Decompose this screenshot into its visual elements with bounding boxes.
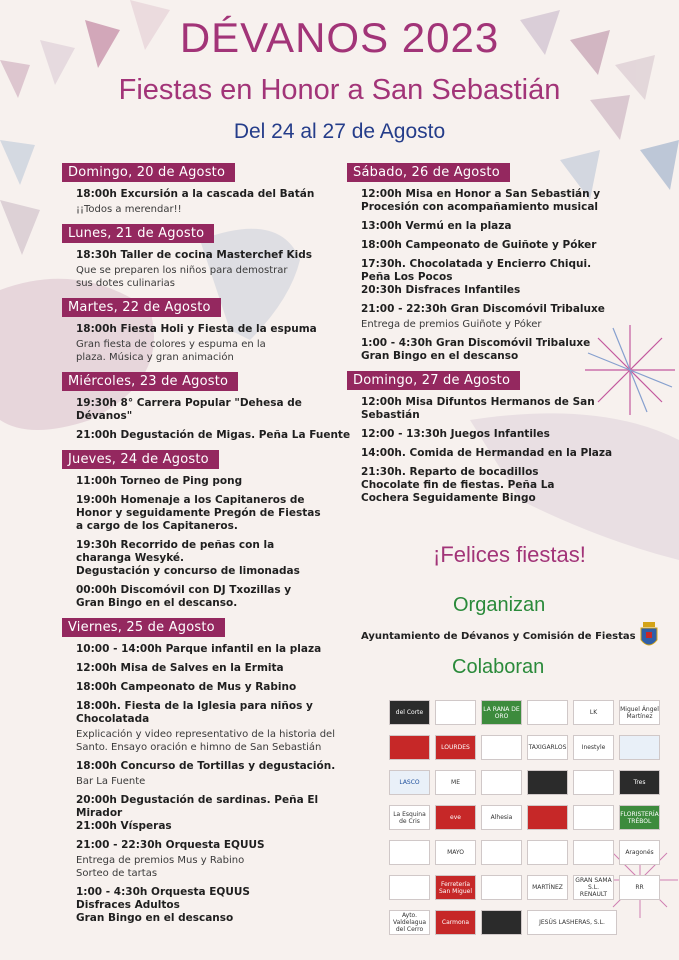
sponsor-logo: FLORISTERÍA TRÉBOL [619, 805, 660, 830]
day-section [62, 161, 362, 216]
sponsor-logo: Alhesia [481, 805, 522, 830]
day-section [347, 369, 637, 505]
sponsor-logo: Tres [619, 770, 660, 795]
sponsor-logo [573, 805, 614, 830]
event-title: 12:00h Misa Difuntos Hermanos de San Sebastián [361, 396, 595, 421]
sponsor-logo: GRAN SAMA S.L. RENAULT [573, 875, 614, 900]
event-title: 18:00h. Fiesta de la Iglesia para niños y Chocolatada [76, 700, 313, 725]
event-item [361, 239, 637, 252]
event-title: 18:00h Fiesta Holi y Fiesta de la espuma [76, 323, 317, 335]
sponsor-logo: Miguel Ángel Martínez [619, 700, 660, 725]
sponsor-logos-grid [389, 700, 665, 948]
day-heading: Martes, 22 de Agosto [62, 298, 221, 317]
event-title: 1:00 - 4:30h Orquesta EQUUS Disfraces Adultos Gran Bingo en el descanso [76, 886, 250, 924]
sponsor-logo [527, 805, 568, 830]
event-item [76, 429, 362, 442]
event-item [76, 323, 362, 364]
event-title: 21:00h Degustación de Migas. Peña La Fuente [76, 429, 351, 441]
event-title: 12:00h Misa en Honor a San Sebastián y Procesión con acompañamiento musical [361, 188, 601, 213]
event-note: ¡¡Todos a merendar!! [76, 204, 182, 215]
sponsor-logo [389, 735, 430, 760]
event-title: 11:00h Torneo de Ping pong [76, 475, 243, 487]
day-section [62, 448, 362, 610]
day-heading: Sábado, 26 de Agosto [347, 163, 510, 182]
sponsor-logo: TAXIGARLOS [527, 735, 568, 760]
event-item [361, 188, 637, 214]
day-section [62, 222, 362, 290]
event-item [361, 220, 637, 233]
organizers-text: Ayuntamiento de Dévanos y Comisión de Fiestas [361, 631, 636, 642]
event-note: Gran fiesta de colores y espuma en la plaza. Música y gran animación [76, 339, 266, 363]
poster-dates: Del 24 al 27 de Agosto [233, 120, 446, 143]
sponsor-logo: LK [573, 700, 614, 725]
event-title: 18:00h Concurso de Tortillas y degustación. [76, 760, 336, 772]
event-item [76, 839, 362, 880]
event-item [76, 494, 362, 533]
day-heading: Domingo, 27 de Agosto [347, 371, 520, 390]
event-item [361, 428, 637, 441]
program-right-column [347, 161, 637, 511]
sponsor-logo [481, 910, 522, 935]
event-note: Entrega de premios Mus y Rabino Sorteo de tartas [76, 855, 245, 879]
event-item [76, 539, 362, 578]
program-left-column [62, 161, 362, 931]
event-item [76, 794, 362, 833]
day-section [62, 370, 362, 442]
event-note: Bar La Fuente [76, 776, 146, 787]
event-item [76, 662, 362, 675]
sponsor-logo [481, 735, 522, 760]
sponsor-logo: JESÚS LASHERAS, S.L. [527, 910, 617, 935]
sponsor-logo [481, 770, 522, 795]
event-title: 17:30h. Chocolatada y Encierro Chiqui. Peña Los Pocos 20:30h Disfraces Infantiles [361, 258, 592, 296]
sponsor-logo: Inestyle [573, 735, 614, 760]
day-heading: Domingo, 20 de Agosto [62, 163, 235, 182]
sponsor-logo: LASCO [389, 770, 430, 795]
sponsor-logo: del Corte [389, 700, 430, 725]
event-item [76, 681, 362, 694]
event-title: 21:30h. Reparto de bocadillos Chocolate fin de fiestas. Peña La Cochera Seguidamente Bingo [361, 466, 555, 504]
event-title: 18:00h Campeonato de Guiñote y Póker [361, 239, 597, 251]
sponsor-logo [573, 770, 614, 795]
sponsor-logo: MAYO [435, 840, 476, 865]
event-title: 1:00 - 4:30h Gran Discomóvil Tribaluxe Gran Bingo en el descanso [361, 337, 591, 362]
sponsor-logo [389, 840, 430, 865]
sponsor-logo [481, 875, 522, 900]
event-title: 10:00 - 14:00h Parque infantil en la plaza [76, 643, 322, 655]
poster-title: DÉVANOS 2023 [179, 14, 500, 61]
poster-subtitle: Fiestas en Honor a San Sebastián [118, 74, 561, 106]
sponsor-logo: MARTÍNEZ [527, 875, 568, 900]
sponsor-logo: La Esquina de Cris [389, 805, 430, 830]
event-note: Que se preparen los niños para demostrar sus dotes culinarias [76, 265, 288, 289]
sponsor-logo: Ferretería San Miguel [435, 875, 476, 900]
sponsor-logo [527, 770, 568, 795]
event-item [361, 447, 637, 460]
event-title: 12:00h Misa de Salves en la Ermita [76, 662, 284, 674]
sponsor-logo: ME [435, 770, 476, 795]
event-item [76, 249, 362, 290]
day-heading: Lunes, 21 de Agosto [62, 224, 214, 243]
day-heading: Miércoles, 23 de Agosto [62, 372, 238, 391]
sponsor-logo [481, 840, 522, 865]
collaborators-heading: Colaboran [452, 656, 545, 678]
sponsor-logo: Aragonés [619, 840, 660, 865]
event-title: 12:00 - 13:30h Juegos Infantiles [361, 428, 550, 440]
event-note: Entrega de premios Guiñote y Póker [361, 319, 542, 330]
sponsor-logo [619, 735, 660, 760]
event-title: 21:00 - 22:30h Gran Discomóvil Tribaluxe [361, 303, 605, 315]
event-title: 20:00h Degustación de sardinas. Peña El Mirador 21:00h Vísperas [76, 794, 319, 832]
event-title: 19:00h Homenaje a los Capitaneros de Honor y seguidamente Pregón de Fiestas a cargo de los Capitaneros. [76, 494, 321, 532]
event-item [361, 337, 637, 363]
event-item [361, 258, 637, 297]
sponsor-logo [527, 840, 568, 865]
event-title: 21:00 - 22:30h Orquesta EQUUS [76, 839, 265, 851]
sponsor-logo: LOURDES [435, 735, 476, 760]
event-title: 18:00h Excursión a la cascada del Batán [76, 188, 315, 200]
sponsor-logo [573, 840, 614, 865]
event-title: 19:30h 8° Carrera Popular "Dehesa de Dévanos" [76, 397, 302, 422]
event-note: Explicación y video representativo de la historia del Santo. Ensayo oración e himno de San Sebastián [76, 729, 335, 753]
event-item [76, 475, 362, 488]
day-heading: Viernes, 25 de Agosto [62, 618, 225, 637]
greeting: ¡Felices fiestas! [433, 542, 586, 567]
event-item [76, 886, 362, 925]
sponsor-logo: LA RANA DE ORO [481, 700, 522, 725]
sponsor-logo: Ayto. Valdelagua del Cerro [389, 910, 430, 935]
event-title: 18:30h Taller de cocina Masterchef Kids [76, 249, 313, 261]
sponsor-logo: Carmona [435, 910, 476, 935]
day-section [347, 161, 637, 363]
event-title: 14:00h. Comida de Hermandad en la Plaza [361, 447, 613, 459]
event-item [361, 303, 637, 331]
organizers-heading: Organizan [453, 594, 546, 616]
sponsor-logo: RR [619, 875, 660, 900]
event-item [361, 466, 637, 505]
sponsor-logo [527, 700, 568, 725]
coat-of-arms-icon [640, 622, 658, 650]
event-title: 13:00h Vermú en la plaza [361, 220, 512, 232]
event-item [361, 396, 637, 422]
event-title: 18:00h Campeonato de Mus y Rabino [76, 681, 297, 693]
day-heading: Jueves, 24 de Agosto [62, 450, 219, 469]
event-item [76, 643, 362, 656]
event-item [76, 700, 362, 754]
event-item [76, 397, 362, 423]
day-section [62, 296, 362, 364]
event-item [76, 584, 362, 610]
sponsor-logo: eve [435, 805, 476, 830]
event-title: 19:30h Recorrido de peñas con la charanga Wesyké. Degustación y concurso de limonadas [76, 539, 300, 577]
sponsor-logo [389, 875, 430, 900]
day-section [62, 616, 362, 925]
event-item [76, 188, 362, 216]
sponsor-logo [435, 700, 476, 725]
event-item [76, 760, 362, 788]
event-title: 00:00h Discomóvil con DJ Txozillas y Gran Bingo en el descanso. [76, 584, 292, 609]
